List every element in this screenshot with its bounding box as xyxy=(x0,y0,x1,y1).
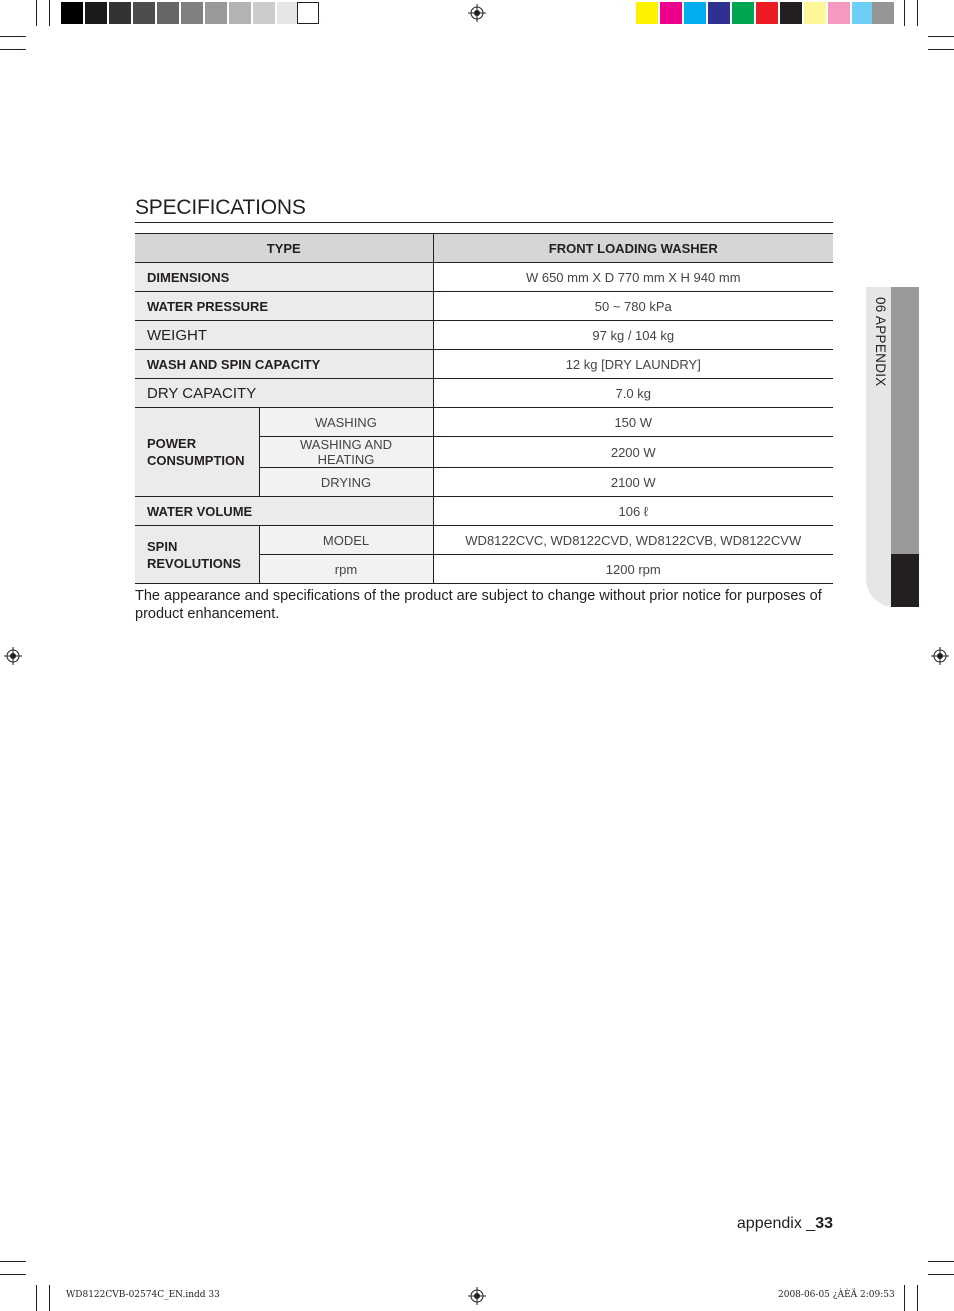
color-swatch xyxy=(872,2,894,24)
side-tab-black-bar xyxy=(891,554,919,607)
crop-mark xyxy=(928,1274,954,1275)
gray-swatch xyxy=(109,2,131,24)
table-row xyxy=(135,497,833,526)
color-swatch xyxy=(780,2,802,24)
row-sublabel: MODEL xyxy=(259,526,433,555)
page-number: 33 xyxy=(815,1215,833,1232)
row-label: DRY CAPACITY xyxy=(135,379,433,408)
row-label: WATER PRESSURE xyxy=(135,292,433,321)
title-rule xyxy=(135,222,833,223)
gray-swatch xyxy=(253,2,275,24)
specifications-table xyxy=(135,233,833,584)
crop-mark xyxy=(0,36,26,37)
slug-timestamp: 2008-06-05 ¿ÀÈÄ 2:09:53 xyxy=(778,1290,895,1300)
crop-mark xyxy=(0,1261,26,1262)
table-row xyxy=(135,526,833,555)
color-swatch xyxy=(852,2,874,24)
crop-mark xyxy=(36,1285,37,1311)
row-value: 2200 W xyxy=(433,437,833,468)
crop-mark xyxy=(36,0,37,26)
row-group-label-line: POWER xyxy=(147,436,197,451)
footer-section-label: appendix _ xyxy=(736,1215,816,1232)
row-value: 7.0 kg xyxy=(433,379,833,408)
row-label: DIMENSIONS xyxy=(135,263,433,292)
row-label: WATER VOLUME xyxy=(135,497,433,526)
row-sublabel: DRYING xyxy=(259,468,433,497)
crop-mark xyxy=(928,36,954,37)
crop-mark xyxy=(904,0,905,26)
color-swatch xyxy=(804,2,826,24)
crop-mark xyxy=(904,1285,905,1311)
table-row xyxy=(135,408,833,437)
color-swatch xyxy=(732,2,754,24)
crop-mark xyxy=(0,1274,26,1275)
row-value: 97 kg / 104 kg xyxy=(433,321,833,350)
row-value: 2100 W xyxy=(433,468,833,497)
crop-mark xyxy=(917,1285,918,1311)
side-tab-grey-bar xyxy=(891,287,919,554)
table-row xyxy=(135,292,833,321)
row-sublabel: rpm xyxy=(259,555,433,584)
color-swatch xyxy=(828,2,850,24)
section-title: SPECIFICATIONS xyxy=(135,196,306,219)
header-type: TYPE xyxy=(135,234,433,263)
gray-swatch xyxy=(181,2,203,24)
crosshair-target-icon xyxy=(468,1287,486,1305)
gray-swatch xyxy=(133,2,155,24)
row-sublabel: WASHING xyxy=(259,408,433,437)
crop-mark xyxy=(49,0,50,26)
row-value: 1200 rpm xyxy=(433,555,833,584)
gray-swatch xyxy=(229,2,251,24)
row-value: WD8122CVC, WD8122CVD, WD8122CVB, WD8122CVW xyxy=(433,526,833,555)
row-sublabel: WASHING AND HEATING xyxy=(259,437,433,468)
color-swatch xyxy=(756,2,778,24)
row-label: WEIGHT xyxy=(135,321,433,350)
color-swatch xyxy=(660,2,682,24)
row-value: 50 ~ 780 kPa xyxy=(433,292,833,321)
gray-swatch xyxy=(157,2,179,24)
table-row xyxy=(135,321,833,350)
color-swatch xyxy=(684,2,706,24)
row-value: W 650 mm X D 770 mm X H 940 mm xyxy=(433,263,833,292)
crosshair-target-icon xyxy=(931,647,949,665)
table-row xyxy=(135,234,833,263)
row-group-label-line: SPIN xyxy=(147,538,178,554)
table-row xyxy=(135,379,833,408)
table-row xyxy=(135,263,833,292)
gray-swatch xyxy=(205,2,227,24)
gray-swatch xyxy=(277,2,299,24)
crosshair-target-icon xyxy=(4,647,22,665)
gray-swatch xyxy=(297,2,319,24)
side-tab-label: 06 APPENDIX xyxy=(873,297,888,387)
row-group-label-line: REVOLUTIONS xyxy=(147,555,241,571)
row-value: 150 W xyxy=(433,408,833,437)
row-group-label xyxy=(135,526,259,584)
crop-mark xyxy=(0,49,26,50)
disclaimer-note: The appearance and specifications of the product are subject to change without prior notice for purposes of product enhancement. xyxy=(135,588,822,622)
page-footer xyxy=(737,1215,833,1233)
crosshair-target-icon xyxy=(468,4,486,22)
row-group-label-line: CONSUMPTION xyxy=(147,453,245,468)
row-label: WASH AND SPIN CAPACITY xyxy=(135,350,433,379)
color-swatch xyxy=(708,2,730,24)
color-swatch xyxy=(636,2,658,24)
row-value: 106 ℓ xyxy=(433,497,833,526)
slug-filename: WD8122CVB-02574C_EN.indd 33 xyxy=(66,1290,220,1300)
crop-mark xyxy=(49,1285,50,1311)
crop-mark xyxy=(928,49,954,50)
table-row xyxy=(135,350,833,379)
gray-swatch xyxy=(61,2,83,24)
row-value: 12 kg [DRY LAUNDRY] xyxy=(433,350,833,379)
crop-mark xyxy=(917,0,918,26)
row-group-label xyxy=(135,408,259,497)
header-value: FRONT LOADING WASHER xyxy=(433,234,833,263)
gray-swatch xyxy=(85,2,107,24)
crop-mark xyxy=(928,1261,954,1262)
